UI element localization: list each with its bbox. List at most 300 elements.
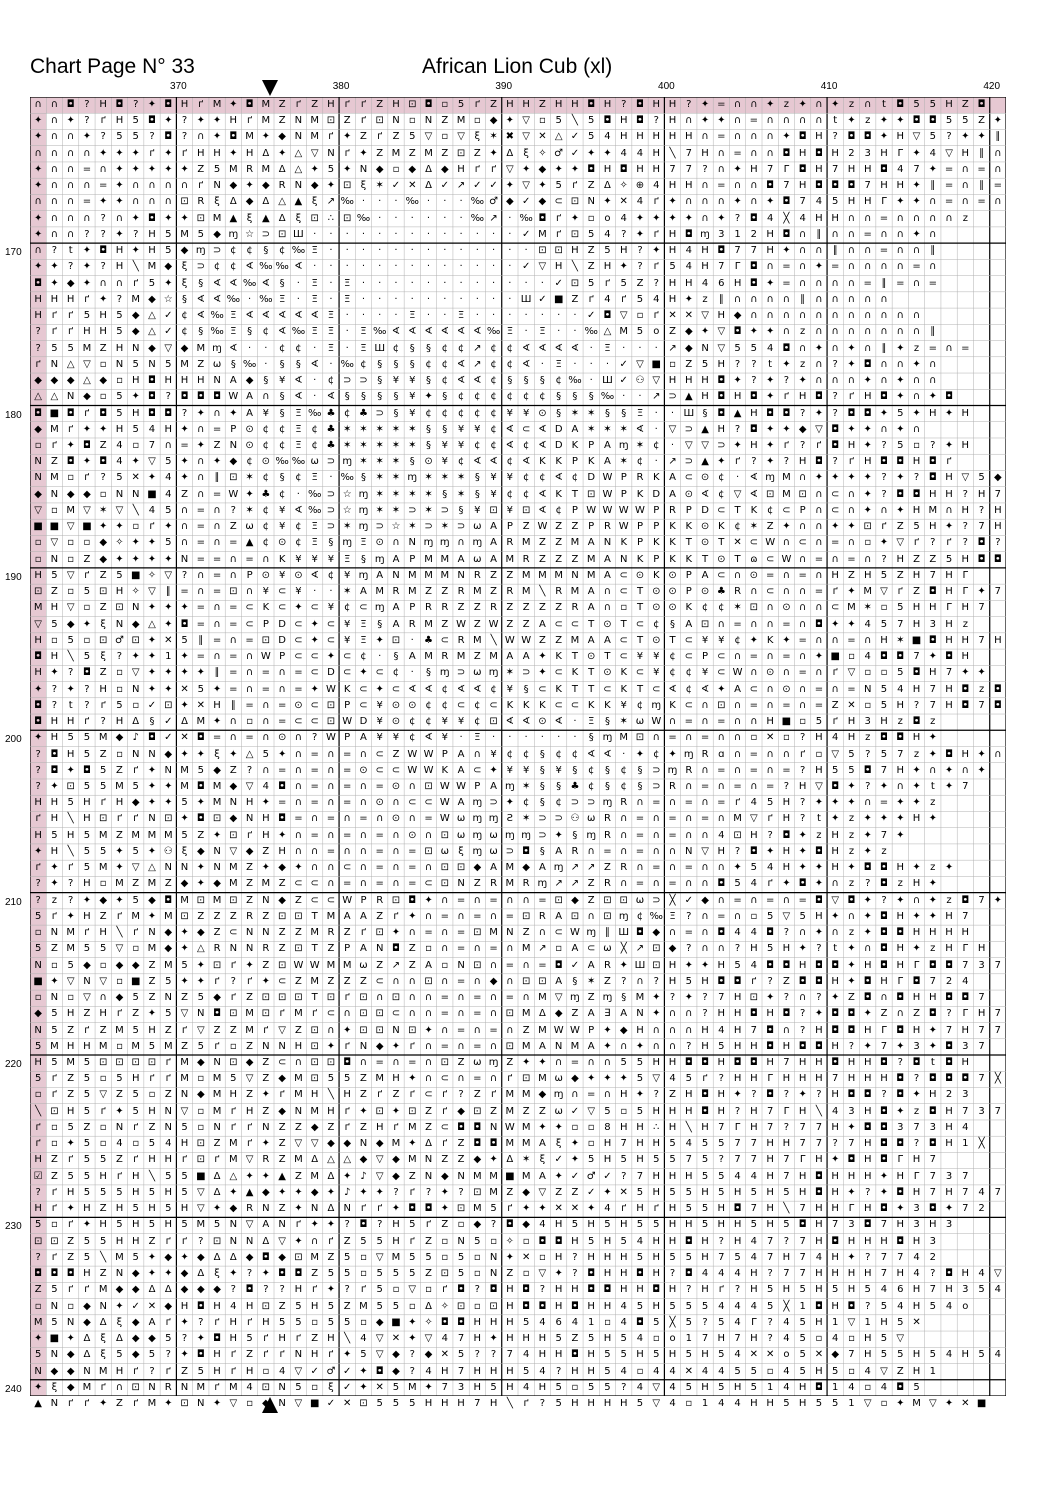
stitch-symbol: 5 <box>128 1201 144 1217</box>
stitch-symbol: ◆ <box>46 1364 62 1380</box>
stitch-symbol: 3 <box>908 1201 924 1217</box>
stitch-symbol: 5 <box>95 779 111 795</box>
stitch-symbol: ґ <box>404 1039 420 1055</box>
stitch-symbol: ∩ <box>469 941 485 957</box>
stitch-symbol: ✕ <box>729 535 745 551</box>
stitch-symbol: R <box>567 844 583 860</box>
stitch-symbol: H <box>30 665 46 681</box>
stitch-symbol: ▫ <box>876 665 892 681</box>
stitch-symbol: ? <box>420 1185 436 1201</box>
stitch-symbol: ¢ <box>518 795 534 811</box>
stitch-symbol: H <box>160 373 176 389</box>
stitch-symbol: ? <box>46 698 62 714</box>
stitch-symbol: ▫ <box>95 487 111 503</box>
stitch-symbol: 5 <box>176 1120 192 1136</box>
stitch-symbol: 5 <box>388 1299 404 1315</box>
stitch-symbol: ∩ <box>258 763 274 779</box>
stitch-symbol: ∩ <box>95 162 111 178</box>
stitch-symbol: ⊂ <box>420 876 436 892</box>
stitch-symbol: · <box>307 227 323 243</box>
stitch-symbol: § <box>355 389 371 405</box>
stitch-symbol: 2 <box>746 227 762 243</box>
stitch-symbol: ⊂ <box>827 600 843 616</box>
stitch-symbol: ♣ <box>323 422 339 438</box>
stitch-symbol: Z <box>46 454 62 470</box>
stitch-symbol: R <box>453 584 469 600</box>
stitch-symbol: ◘ <box>876 1055 892 1071</box>
stitch-symbol: ✦ <box>160 146 176 162</box>
stitch-symbol: 4 <box>827 730 843 746</box>
stitch-symbol: ✦ <box>762 194 778 210</box>
stitch-symbol: ⊙ <box>372 795 388 811</box>
stitch-symbol: ◘ <box>876 876 892 892</box>
stitch-symbol: Ш <box>632 958 648 974</box>
stitch-symbol: ¢ <box>453 341 469 357</box>
stitch-symbol: K <box>713 519 729 535</box>
stitch-symbol: ¢ <box>551 795 567 811</box>
stitch-symbol: ◘ <box>811 1185 827 1201</box>
stitch-symbol: H <box>437 1396 453 1412</box>
stitch-symbol: ✦ <box>713 682 729 698</box>
stitch-symbol: ⊡ <box>372 925 388 941</box>
stitch-symbol: 7 <box>957 1201 973 1217</box>
stitch-symbol: ∩ <box>485 990 501 1006</box>
stitch-symbol: § <box>404 357 420 373</box>
stitch-symbol: N <box>160 763 176 779</box>
stitch-symbol: H <box>827 1250 843 1266</box>
stitch-symbol: ∩ <box>274 682 290 698</box>
stitch-symbol: ╲ <box>567 113 583 129</box>
stitch-symbol: N <box>388 568 404 584</box>
stitch-symbol: W <box>502 633 518 649</box>
stitch-symbol: = <box>307 779 323 795</box>
stitch-symbol: = <box>664 828 680 844</box>
stitch-symbol: ⊡ <box>225 828 241 844</box>
stitch-symbol: Z <box>95 909 111 925</box>
stitch-symbol: ✶ <box>420 470 436 486</box>
stitch-symbol: N <box>209 860 225 876</box>
stitch-symbol: ? <box>30 876 46 892</box>
stitch-symbol: Z <box>388 1087 404 1103</box>
stitch-symbol: ¥ <box>648 649 664 665</box>
stitch-symbol: ✶ <box>420 487 436 503</box>
stitch-symbol: P <box>404 552 420 568</box>
stitch-symbol: Z <box>567 552 583 568</box>
stitch-symbol: ╲ <box>128 503 144 519</box>
stitch-symbol: ✦ <box>258 129 274 145</box>
stitch-symbol: D <box>274 633 290 649</box>
stitch-symbol: ∩ <box>469 747 485 763</box>
stitch-symbol: ґ <box>63 308 79 324</box>
stitch-symbol: ◆ <box>225 178 241 194</box>
stitch-symbol: ╳ <box>973 1136 989 1152</box>
stitch-symbol: ✦ <box>843 958 859 974</box>
stitch-symbol: = <box>339 763 355 779</box>
stitch-symbol: ✦ <box>876 1169 892 1185</box>
stitch-symbol: 5 <box>469 1234 485 1250</box>
stitch-symbol: H <box>762 1169 778 1185</box>
stitch-symbol: ∩ <box>925 373 941 389</box>
stitch-symbol: ◘ <box>892 1380 908 1396</box>
stitch-symbol: ◘ <box>144 211 160 227</box>
stitch-symbol: ▫ <box>79 600 95 616</box>
stitch-symbol: 4 <box>420 1364 436 1380</box>
stitch-symbol: ⊡ <box>420 974 436 990</box>
stitch-symbol: 4 <box>518 1347 534 1363</box>
stitch-symbol: · <box>534 357 550 373</box>
stitch-symbol: H <box>664 1120 680 1136</box>
stitch-symbol: ґ <box>79 406 95 422</box>
stitch-symbol: N <box>128 747 144 763</box>
stitch-symbol: H <box>616 243 632 259</box>
stitch-symbol: H <box>111 714 127 730</box>
stitch-symbol: H <box>95 1217 111 1233</box>
stitch-symbol: ∩ <box>762 308 778 324</box>
stitch-symbol: 5 <box>729 876 745 892</box>
stitch-symbol: ⊂ <box>307 600 323 616</box>
stitch-symbol: ◆ <box>534 162 550 178</box>
stitch-symbol: ✦ <box>258 1266 274 1282</box>
stitch-symbol: 4 <box>599 129 615 145</box>
stitch-symbol: · <box>339 243 355 259</box>
stitch-symbol: ▫ <box>307 1315 323 1331</box>
stitch-symbol: ⊡ <box>388 990 404 1006</box>
stitch-symbol: · <box>388 227 404 243</box>
stitch-symbol: H <box>632 1347 648 1363</box>
stitch-symbol: H <box>567 1364 583 1380</box>
stitch-symbol: ? <box>681 941 697 957</box>
stitch-symbol: ¢ <box>616 779 632 795</box>
stitch-symbol: N <box>209 844 225 860</box>
stitch-symbol: Z <box>388 747 404 763</box>
stitch-symbol: ◘ <box>876 909 892 925</box>
stitch-symbol: ɱ <box>339 535 355 551</box>
stitch-symbol: ◆ <box>258 1185 274 1201</box>
stitch-symbol: · <box>372 194 388 210</box>
stitch-symbol: ✶ <box>583 406 599 422</box>
stitch-symbol: ? <box>729 422 745 438</box>
stitch-symbol: P <box>241 568 257 584</box>
stitch-symbol: Δ <box>420 1136 436 1152</box>
stitch-symbol: ∩ <box>941 341 957 357</box>
stitch-symbol: ∴ <box>323 211 339 227</box>
stitch-symbol: ∩ <box>209 503 225 519</box>
stitch-symbol: ↗ <box>388 958 404 974</box>
stitch-symbol: ∩ <box>648 1023 664 1039</box>
stitch-symbol: N <box>241 1234 257 1250</box>
stitch-symbol: 1 <box>795 1299 811 1315</box>
stitch-symbol: Z <box>469 1087 485 1103</box>
stitch-symbol: ґ <box>941 454 957 470</box>
stitch-symbol: ✦ <box>144 600 160 616</box>
stitch-symbol: ґ <box>307 1006 323 1022</box>
stitch-symbol: D <box>551 422 567 438</box>
stitch-symbol: 3 <box>925 1234 941 1250</box>
stitch-symbol: ◘ <box>925 1071 941 1087</box>
stitch-symbol: P <box>225 422 241 438</box>
stitch-symbol: M <box>193 341 209 357</box>
stitch-symbol: Z <box>290 974 306 990</box>
stitch-symbol: · <box>664 438 680 454</box>
stitch-symbol: ✦ <box>307 633 323 649</box>
stitch-symbol: ▽ <box>632 357 648 373</box>
stitch-symbol: 7 <box>502 1347 518 1363</box>
stitch-symbol: 5 <box>567 1217 583 1233</box>
stitch-symbol: ⊂ <box>290 649 306 665</box>
stitch-symbol: H <box>193 146 209 162</box>
stitch-symbol: H <box>892 1217 908 1233</box>
stitch-symbol: · <box>372 649 388 665</box>
stitch-symbol: ◘ <box>209 389 225 405</box>
stitch-symbol: ∩ <box>746 308 762 324</box>
stitch-symbol: ▲ <box>225 211 241 227</box>
stitch-symbol: Z <box>111 1087 127 1103</box>
stitch-symbol: H <box>128 1169 144 1185</box>
stitch-symbol: ∩ <box>469 974 485 990</box>
stitch-symbol: 7 <box>795 1250 811 1266</box>
stitch-symbol: ¢ <box>453 406 469 422</box>
stitch-symbol: ✦ <box>811 860 827 876</box>
stitch-symbol: = <box>274 714 290 730</box>
stitch-symbol: ✦ <box>193 958 209 974</box>
stitch-symbol: ✦ <box>111 552 127 568</box>
stitch-symbol: H <box>160 422 176 438</box>
stitch-symbol: ⊙ <box>713 552 729 568</box>
stitch-symbol: 1 <box>827 1380 843 1396</box>
stitch-symbol: Z <box>485 97 501 113</box>
stitch-symbol: △ <box>225 1169 241 1185</box>
stitch-symbol: W <box>420 747 436 763</box>
stitch-symbol: ✕ <box>144 1299 160 1315</box>
stitch-symbol: ◆ <box>30 1006 46 1022</box>
stitch-symbol: ∩ <box>827 633 843 649</box>
stitch-symbol: Z <box>323 1250 339 1266</box>
stitch-symbol: ✦ <box>811 876 827 892</box>
stitch-symbol: N <box>46 1396 62 1412</box>
stitch-symbol: ⊡ <box>437 1055 453 1071</box>
stitch-symbol: H <box>225 1087 241 1103</box>
stitch-symbol: ╲ <box>502 1396 518 1412</box>
stitch-symbol: ◘ <box>746 276 762 292</box>
stitch-symbol: ∩ <box>339 844 355 860</box>
stitch-symbol: ✦ <box>518 1201 534 1217</box>
stitch-symbol: H <box>811 162 827 178</box>
stitch-symbol: H <box>664 1234 680 1250</box>
stitch-symbol: ◆ <box>63 373 79 389</box>
stitch-symbol: M <box>307 1104 323 1120</box>
stitch-symbol: 5 <box>713 1136 729 1152</box>
stitch-symbol: ∩ <box>762 617 778 633</box>
stitch-symbol: ◘ <box>908 974 924 990</box>
stitch-symbol: M <box>209 1071 225 1087</box>
stitch-symbol: ∩ <box>681 113 697 129</box>
stitch-symbol: 4 <box>746 795 762 811</box>
stitch-symbol: Γ <box>876 1023 892 1039</box>
stitch-symbol: H <box>30 1201 46 1217</box>
stitch-symbol: = <box>746 113 762 129</box>
stitch-symbol: ◘ <box>193 1299 209 1315</box>
stitch-symbol: W <box>258 649 274 665</box>
stitch-symbol: ґ <box>160 1315 176 1331</box>
stitch-symbol: Z <box>95 1266 111 1282</box>
stitch-symbol: ? <box>30 341 46 357</box>
stitch-symbol: R <box>664 503 680 519</box>
stitch-symbol: ∩ <box>485 1039 501 1055</box>
stitch-symbol: H <box>762 1152 778 1168</box>
stitch-symbol: ✶ <box>420 503 436 519</box>
stitch-symbol: ⊡ <box>632 730 648 746</box>
stitch-symbol: ∥ <box>876 341 892 357</box>
stitch-symbol: ◘ <box>372 1364 388 1380</box>
stitch-symbol: · <box>518 730 534 746</box>
stitch-symbol: ∩ <box>437 941 453 957</box>
stitch-symbol: ✦ <box>941 406 957 422</box>
stitch-symbol: ¢ <box>583 779 599 795</box>
stitch-symbol: Ξ <box>274 292 290 308</box>
stitch-symbol: Ξ <box>453 308 469 324</box>
stitch-symbol: R <box>664 779 680 795</box>
stitch-symbol: ◘ <box>176 389 192 405</box>
stitch-symbol: Z <box>209 1023 225 1039</box>
stitch-symbol: 4 <box>160 487 176 503</box>
stitch-symbol: ? <box>30 324 46 340</box>
stitch-symbol: ω <box>485 844 501 860</box>
stitch-symbol: ∩ <box>485 909 501 925</box>
stitch-symbol: ɱ <box>697 227 713 243</box>
stitch-symbol: ◘ <box>209 1331 225 1347</box>
stitch-symbol: H <box>46 811 62 827</box>
stitch-symbol: A <box>388 600 404 616</box>
stitch-symbol: § <box>420 341 436 357</box>
stitch-symbol: ◆ <box>193 1087 209 1103</box>
stitch-symbol: ¢ <box>437 341 453 357</box>
stitch-symbol: ◘ <box>860 1087 876 1103</box>
stitch-symbol: ∩ <box>469 1023 485 1039</box>
stitch-symbol: Z <box>518 617 534 633</box>
stitch-symbol: ⊙ <box>372 535 388 551</box>
stitch-symbol: 7 <box>860 178 876 194</box>
stitch-symbol: ◘ <box>860 860 876 876</box>
stitch-symbol: ⊂ <box>583 941 599 957</box>
stitch-symbol: ⊡ <box>485 503 501 519</box>
stitch-symbol: H <box>762 1136 778 1152</box>
stitch-symbol: ✦ <box>144 763 160 779</box>
stitch-symbol: ✦ <box>681 292 697 308</box>
stitch-symbol: N <box>176 552 192 568</box>
stitch-symbol: ◆ <box>95 535 111 551</box>
stitch-symbol: ? <box>729 941 745 957</box>
stitch-symbol: ґ <box>63 422 79 438</box>
stitch-symbol: ✦ <box>79 243 95 259</box>
stitch-symbol: ✦ <box>827 1152 843 1168</box>
stitch-symbol: § <box>193 324 209 340</box>
stitch-symbol: ∩ <box>307 844 323 860</box>
stitch-symbol: K <box>616 665 632 681</box>
stitch-symbol: ✦ <box>46 276 62 292</box>
stitch-symbol: · <box>241 292 257 308</box>
stitch-symbol: t <box>827 113 843 129</box>
stitch-symbol: N <box>290 1347 306 1363</box>
stitch-symbol: 5 <box>485 1380 501 1396</box>
stitch-symbol: M <box>469 1201 485 1217</box>
stitch-symbol: ✦ <box>811 649 827 665</box>
stitch-symbol: ґ <box>648 227 664 243</box>
stitch-symbol: ɱ <box>599 795 615 811</box>
stitch-symbol: ✦ <box>713 454 729 470</box>
stitch-symbol: · <box>339 324 355 340</box>
stitch-symbol: ґ <box>160 1234 176 1250</box>
stitch-symbol: ґ <box>583 292 599 308</box>
stitch-symbol: § <box>437 487 453 503</box>
stitch-symbol: N <box>241 941 257 957</box>
stitch-symbol: ∩ <box>63 146 79 162</box>
stitch-symbol: = <box>209 584 225 600</box>
stitch-symbol: ¢ <box>518 487 534 503</box>
stitch-symbol: ɱ <box>616 909 632 925</box>
stitch-symbol: Z <box>274 1201 290 1217</box>
stitch-symbol: § <box>534 844 550 860</box>
stitch-symbol: = <box>453 893 469 909</box>
stitch-symbol: ∩ <box>746 97 762 113</box>
stitch-symbol: ✦ <box>225 1185 241 1201</box>
stitch-symbol: ✦ <box>599 146 615 162</box>
stitch-symbol: 4 <box>860 617 876 633</box>
stitch-symbol: ◆ <box>128 1347 144 1363</box>
stitch-symbol: H <box>892 763 908 779</box>
stitch-symbol: ◘ <box>534 1299 550 1315</box>
stitch-symbol: 5 <box>681 1347 697 1363</box>
stitch-symbol: ✦ <box>892 1396 908 1412</box>
stitch-symbol: ⊡ <box>372 1104 388 1120</box>
stitch-symbol: M <box>79 1380 95 1396</box>
stitch-symbol: ‰ <box>241 276 257 292</box>
stitch-symbol: ✦ <box>811 259 827 275</box>
stitch-symbol: ✶ <box>339 422 355 438</box>
stitch-symbol: N <box>241 925 257 941</box>
stitch-symbol: ∩ <box>827 552 843 568</box>
stitch-symbol: Z <box>274 1152 290 1168</box>
stitch-symbol: ґ <box>339 1104 355 1120</box>
stitch-symbol: ∥ <box>209 665 225 681</box>
stitch-symbol: Z <box>176 1364 192 1380</box>
stitch-symbol: H <box>681 373 697 389</box>
stitch-symbol: ╲ <box>811 1104 827 1120</box>
stitch-symbol: Z <box>339 974 355 990</box>
stitch-symbol: ▫ <box>63 990 79 1006</box>
stitch-symbol: Ξ <box>323 341 339 357</box>
stitch-symbol: · <box>502 292 518 308</box>
stitch-symbol: ¥ <box>713 633 729 649</box>
stitch-symbol: · <box>404 243 420 259</box>
stitch-symbol: ∢ <box>420 682 436 698</box>
stitch-symbol: ✦ <box>551 1169 567 1185</box>
stitch-symbol: = <box>795 633 811 649</box>
stitch-symbol: ⊡ <box>111 600 127 616</box>
stitch-symbol: ґ <box>355 113 371 129</box>
stitch-symbol: ∩ <box>941 503 957 519</box>
stitch-symbol: = <box>469 1039 485 1055</box>
stitch-symbol: 5 <box>697 1136 713 1152</box>
stitch-symbol: ▽ <box>681 438 697 454</box>
stitch-symbol: ? <box>729 844 745 860</box>
stitch-symbol: ✦ <box>551 1266 567 1282</box>
stitch-symbol: ∢ <box>209 292 225 308</box>
stitch-symbol: ✶ <box>388 503 404 519</box>
stitch-symbol: 5 <box>583 1152 599 1168</box>
stitch-symbol: H <box>892 129 908 145</box>
stitch-symbol: ▫ <box>681 1396 697 1412</box>
stitch-symbol: ✦ <box>534 665 550 681</box>
